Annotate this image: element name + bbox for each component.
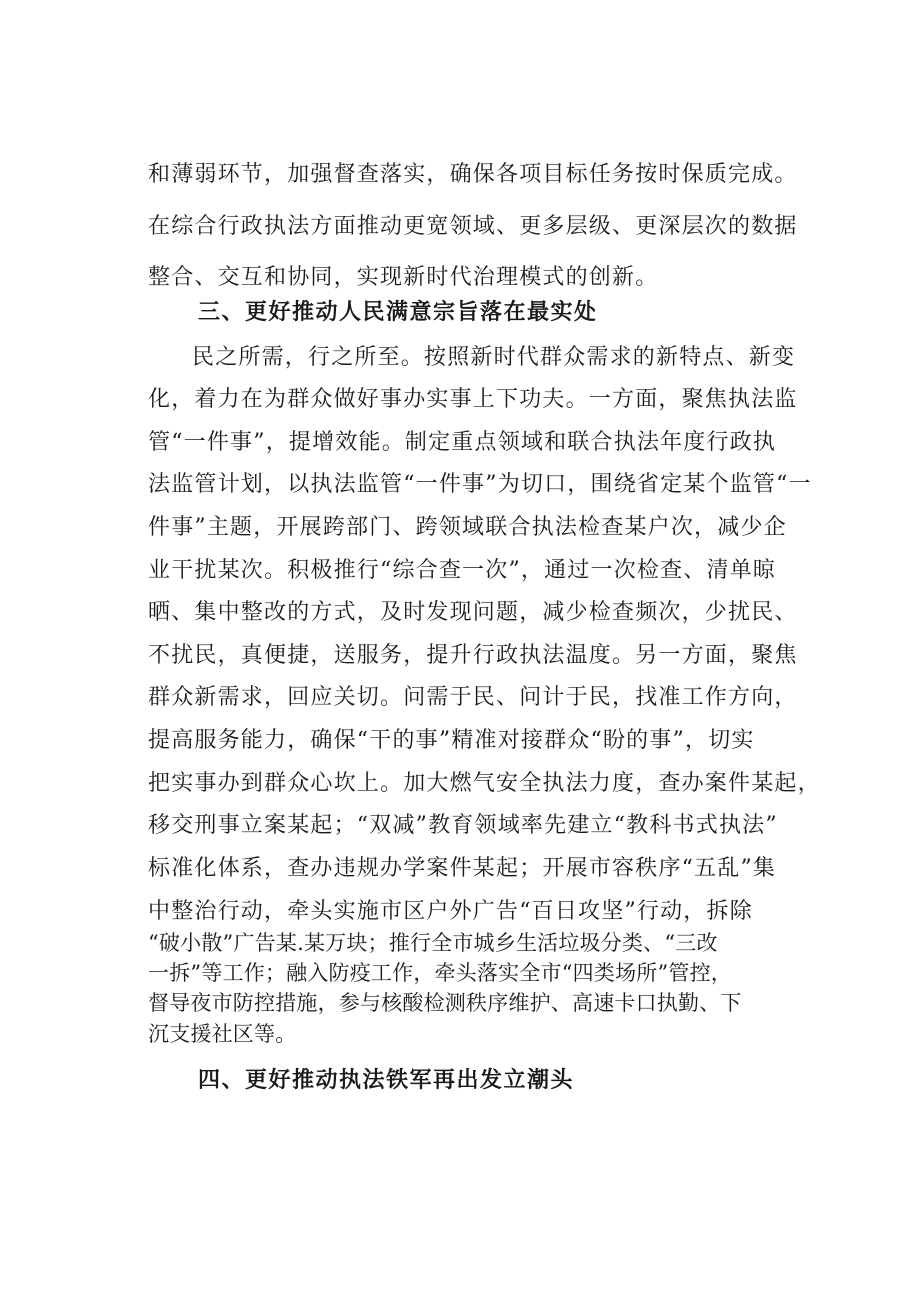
text-line: 不扰民，真便捷，送服务，提升行政执法温度。另一方面，聚焦	[148, 643, 798, 668]
text-line: 法监管计划，以执法监管“一件事”为切口，围绕省定某个监管“一	[148, 472, 812, 497]
text-line: 管“一件事”，提增效能。制定重点领域和联合执法年度行政执	[148, 430, 777, 455]
text-line: 标准化体系，查办违规办学案件某起；开展市容秩序“五乱”集	[148, 856, 777, 881]
text-line: 化，着力在为群众做好事办实事上下功夫。一方面，聚焦执法监	[148, 387, 798, 412]
text-line: 民之所需，行之所至。按照新时代群众需求的新特点、新变	[192, 345, 796, 370]
text-line: 沉支援社区等。	[148, 1022, 297, 1046]
section-heading-3: 三、更好推动人民满意宗旨落在最实处	[198, 300, 598, 325]
text-line: 一拆”等工作；融入防疫工作，牵头落实全市“四类场所”管控，	[148, 961, 733, 985]
text-line: 和薄弱环节，加强督查落实，确保各项目标任务按时保质完成。	[148, 162, 798, 187]
text-line: 中整治行动，牵头实施市区户外广告“百日攻坚”行动，拆除	[148, 899, 753, 924]
text-line: “破小散”广告某.某万块；推行全市城乡生活垃圾分类、“三改	[148, 931, 718, 955]
text-line: 晒、集中整改的方式，及时发现问题，减少检查频次，少扰民、	[148, 600, 798, 625]
text-line: 整合、交互和协同，实现新时代治理模式的创新。	[148, 265, 659, 290]
text-line: 群众新需求，回应关切。问需于民、问计于民，找准工作方向，	[148, 685, 798, 710]
text-line: 业干扰某次。积极推行“综合查一次”，通过一次检查、清单晾	[148, 558, 777, 583]
text-line: 移交刑事立案某起；“双减”教育领域率先建立“教科书式执法”	[148, 813, 778, 838]
text-line: 件事”主题，开展跨部门、跨领域联合执法检查某户次，减少企	[148, 515, 787, 540]
text-line: 在综合行政执法方面推动更宽领域、更多层级、更深层次的数据	[148, 214, 798, 239]
text-line: 把实事办到群众心坎上。加大燃气安全执法力度，查办案件某起，	[148, 771, 821, 796]
section-heading-4: 四、更好推动执法铁军再出发立潮头	[198, 1068, 575, 1093]
text-line: 提高服务能力，确保“干的事”精准对接群众“盼的事”，切实	[148, 728, 755, 753]
text-line: 督导夜市防控措施，参与核酸检测秩序维护、高速卡口执勤、下	[148, 991, 742, 1015]
